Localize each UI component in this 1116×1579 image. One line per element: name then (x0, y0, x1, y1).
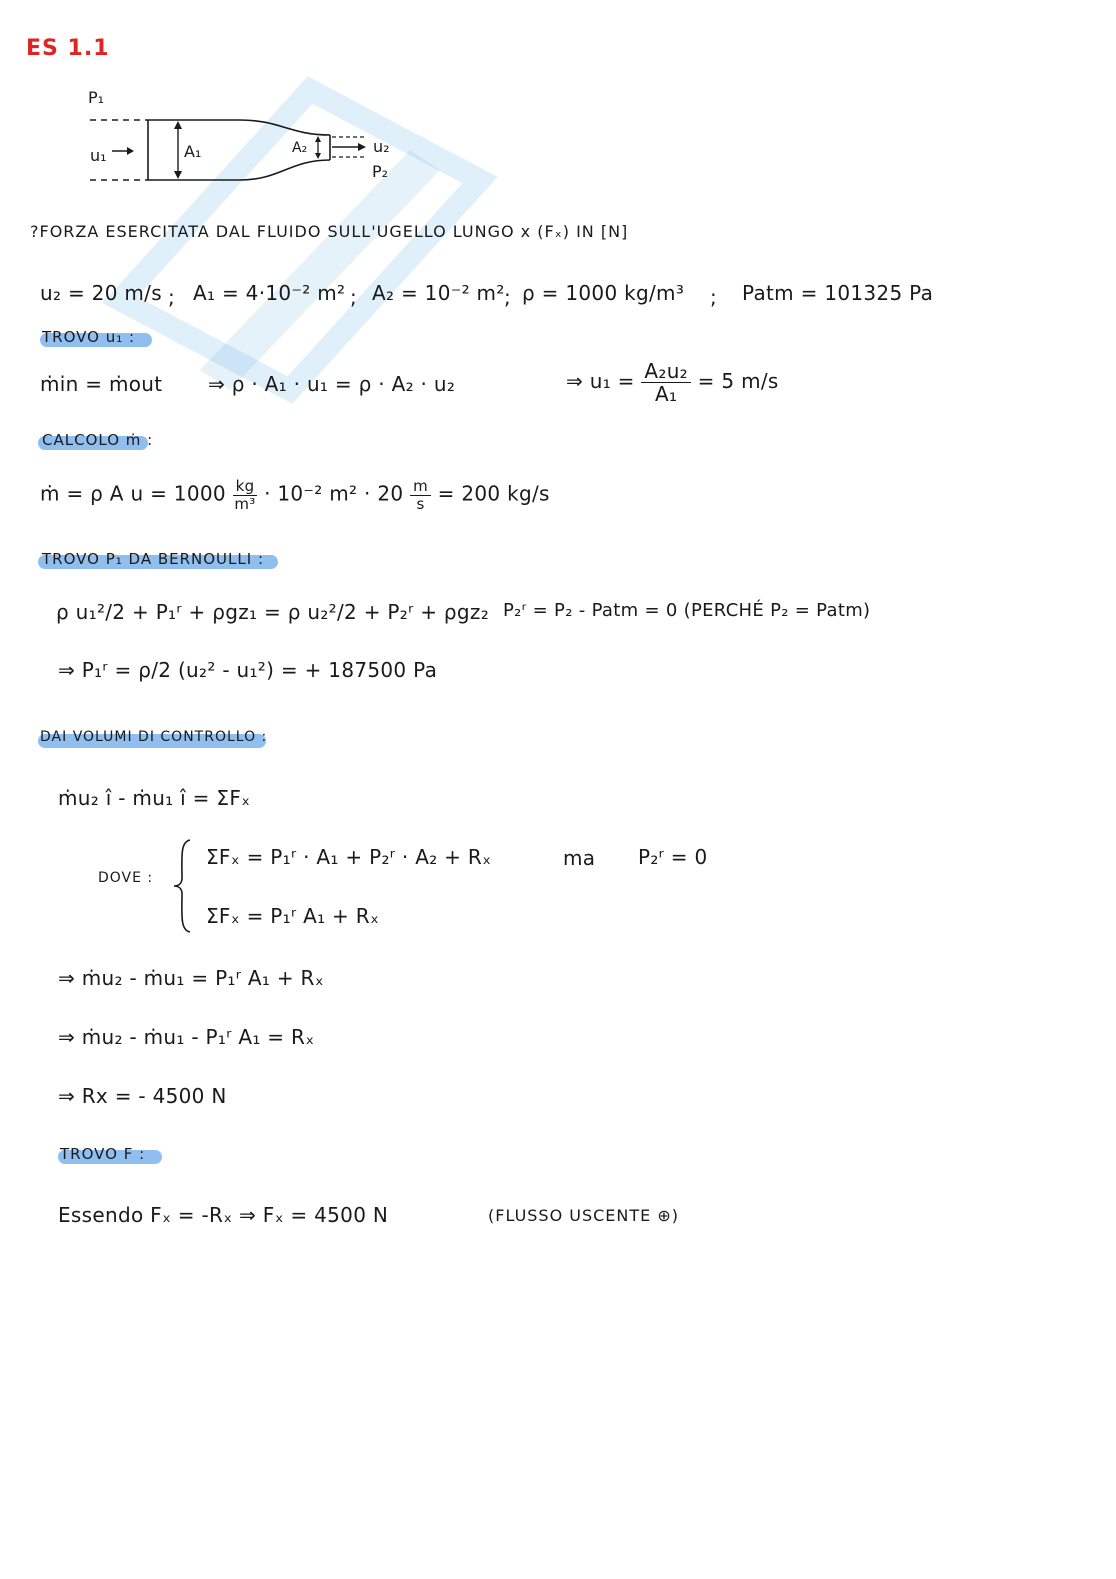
section-volumi: DAI VOLUMI DI CONTROLLO : (40, 729, 268, 745)
eq-mass-balance: ṁin = ṁout (40, 372, 163, 396)
eq-u1-solution (566, 360, 779, 405)
eq-mass-expansion: ⇒ ρ · A₁ · u₁ = ρ · A₂ · u₂ (208, 372, 456, 396)
separator: ; (350, 285, 358, 309)
section-calcolo-m: CALCOLO ṁ : (42, 431, 154, 449)
given-u2: u₂ = 20 m/s (40, 281, 162, 305)
label-u2: u₂ (373, 137, 390, 156)
eq-u1-result: = 5 m/s (697, 369, 779, 393)
eq-m-unit2-num: m (410, 478, 431, 496)
given-a1: A₁ = 4·10⁻² m² (193, 281, 346, 305)
eq-u1-fraction (641, 360, 691, 405)
eq-m-mid: · 10⁻² m² · 20 (264, 481, 404, 506)
eq-m-unit2 (410, 478, 431, 512)
label-ma: ma (563, 846, 596, 870)
eq-sum1: ΣFₓ = P₁ʳ · A₁ + P₂ʳ · A₂ + Rₓ (206, 845, 492, 869)
eq-u1-den: A₁ (655, 382, 678, 406)
eq-m-result: = 200 kg/s (437, 481, 550, 506)
separator: ; (168, 285, 176, 309)
eq-u1-lhs: ⇒ u₁ = (566, 369, 635, 393)
eq-m-unit1 (233, 478, 258, 512)
eq-mass-flow (40, 478, 550, 512)
eq-u1-num: A₂u₂ (641, 360, 691, 383)
eq-step1: ⇒ ṁu₂ - ṁu₁ = P₁ʳ A₁ + Rₓ (58, 966, 324, 990)
eq-final-note: (FLUSSO USCENTE ⊕) (488, 1206, 679, 1225)
separator: ; (504, 285, 512, 309)
label-p2: P₂ (372, 162, 389, 181)
label-p1: P₁ (88, 88, 105, 107)
label-dove: DOVE : (98, 870, 154, 886)
eq-p2r-zero: P₂ʳ = 0 (638, 845, 708, 869)
brace (170, 838, 194, 934)
label-a1: A₁ (184, 142, 202, 161)
eq-sum2: ΣFₓ = P₁ʳ A₁ + Rₓ (206, 904, 380, 928)
label-u1: u₁ (90, 146, 107, 165)
section-trovo-f: TROVO F : (60, 1145, 146, 1163)
eq-bernoulli: ρ u₁²/2 + P₁ʳ + ρgz₁ = ρ u₂²/2 + P₂ʳ + ρgz₂ (56, 600, 490, 624)
given-a2: A₂ = 10⁻² m² (372, 281, 505, 305)
given-patm: Patm = 101325 Pa (742, 281, 934, 305)
section-trovo-u1: TROVO u₁ : (42, 328, 136, 346)
section-trovo-p1: TROVO P₁ DA BERNOULLI : (42, 550, 264, 568)
separator: ; (710, 285, 718, 309)
given-rho: ρ = 1000 kg/m³ (522, 281, 685, 305)
exercise-title: ES 1.1 (26, 36, 110, 61)
nozzle-diagram (80, 85, 420, 190)
question-text: ?FORZA ESERCITATA DAL FLUIDO SULL'UGELLO LUNGO x (Fₓ) IN [N] (30, 222, 629, 241)
eq-step2: ⇒ ṁu₂ - ṁu₁ - P₁ʳ A₁ = Rₓ (58, 1025, 315, 1049)
eq-p1r: ⇒ P₁ʳ = ρ/2 (u₂² - u₁²) = + 187500 Pa (58, 658, 438, 682)
eq-p2r: P₂ʳ = P₂ - Patm = 0 (PERCHÉ P₂ = Patm) (503, 600, 871, 621)
eq-m-unit1-den: m³ (234, 494, 256, 513)
eq-m-unit2-den: s (416, 494, 425, 513)
eq-step3: ⇒ Rx = - 4500 N (58, 1084, 227, 1108)
eq-momentum: ṁu₂ î - ṁu₁ î = ΣFₓ (58, 786, 251, 810)
eq-final: Essendo Fₓ = -Rₓ ⇒ Fₓ = 4500 N (58, 1203, 389, 1227)
eq-m-unit1-num: kg (233, 478, 258, 496)
eq-m-lhs: ṁ = ρ A u = 1000 (40, 481, 226, 506)
label-a2: A₂ (292, 140, 308, 156)
